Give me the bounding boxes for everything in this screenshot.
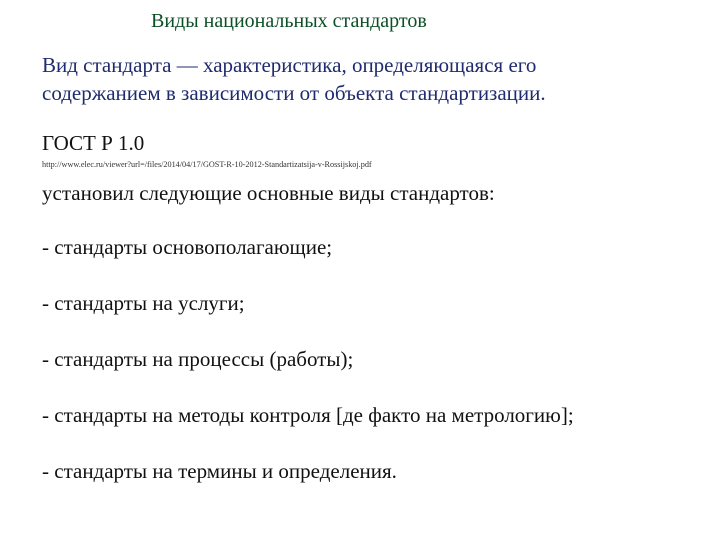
standard-types-list [42, 234, 574, 514]
definition-paragraph [42, 51, 702, 107]
gost-source-link[interactable]: http://www.elec.ru/viewer?url=/files/2014/04/17/GOST-R-10-2012-Standartizatsija-v-Rossijskoj.pdf [42, 160, 372, 169]
gost-standard-name: ГОСТ Р 1.0 [42, 131, 145, 155]
standards-intro-text: установил следующие основные виды стандартов: [42, 181, 495, 205]
list-item: - стандарты на услуги; [42, 291, 245, 315]
slide-title: Виды национальных стандартов [151, 10, 427, 32]
list-item: - стандарты основополагающие; [42, 235, 333, 259]
definition-line: Вид стандарта — характеристика, определяющаяся его [42, 53, 537, 77]
definition-line: содержанием в зависимости от объекта стандартизации. [42, 81, 546, 105]
list-item: - стандарты на методы контроля [де факто на метрологию]; [42, 403, 574, 427]
list-item: - стандарты на процессы (работы); [42, 347, 354, 371]
list-item: - стандарты на термины и определения. [42, 459, 397, 483]
